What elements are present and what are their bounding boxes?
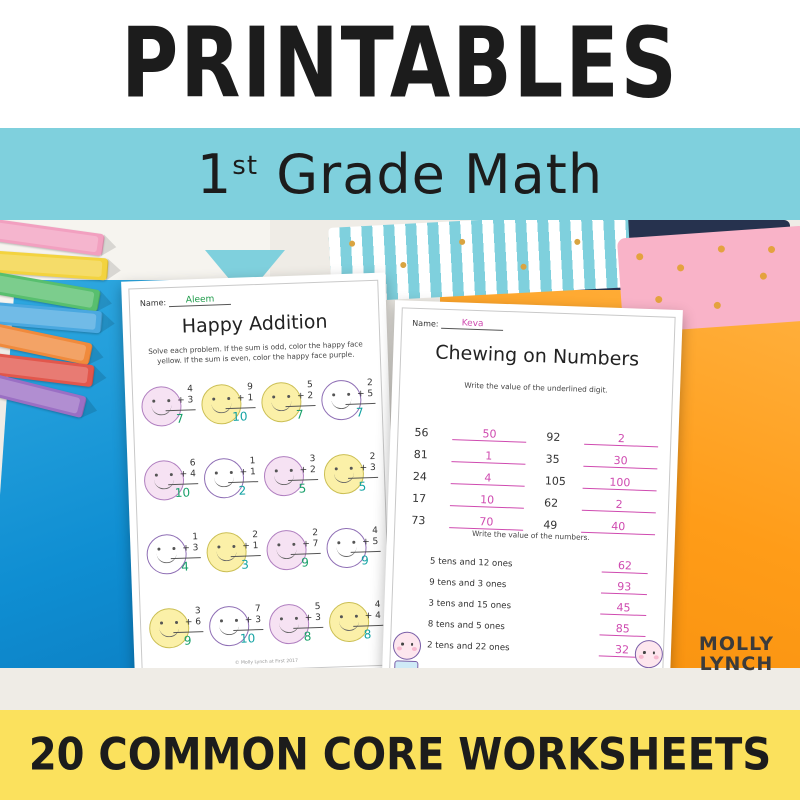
place-value-row (545, 465, 658, 491)
digit-prompt: 49 (543, 518, 558, 532)
addend-top: 3 (309, 454, 316, 465)
addend-top: 2 (312, 528, 319, 539)
addend-bottom: + 5 (356, 389, 374, 400)
addend-top: 6 (189, 458, 196, 469)
addend-top: 2 (369, 451, 376, 463)
answer-value: 8 (363, 627, 372, 642)
addend-bottom: + 4 (364, 610, 382, 622)
digit-answer: 4 (451, 470, 525, 487)
answer-value: 8 (303, 629, 312, 644)
digit-answer: 2 (582, 497, 656, 514)
addition-problem (266, 601, 328, 665)
addend-top: 4 (374, 599, 381, 611)
digit-prompt: 56 (414, 425, 429, 440)
addend-bottom: + 3 (359, 462, 376, 474)
photo-bottom-edge (0, 668, 800, 710)
product-photo (0, 220, 800, 710)
place-value-row (546, 421, 659, 447)
digit-prompt: 73 (411, 513, 426, 528)
answer-value: 2 (238, 483, 247, 498)
answer-value: 7 (175, 411, 184, 426)
digit-answer: 100 (583, 475, 657, 492)
digit-answer: 30 (583, 453, 657, 470)
addition-problem (204, 529, 266, 593)
digit-answer: 50 (452, 426, 526, 443)
footer-text: 20 COMMON CORE WORKSHEETS (28, 729, 772, 781)
answer-value: 10 (239, 631, 256, 646)
worksheet-b-title: Chewing on Numbers (434, 341, 640, 371)
digit-prompt: 105 (544, 474, 567, 489)
addition-problem (259, 379, 321, 443)
place-value-right-column (543, 421, 659, 535)
addition-problem (146, 605, 208, 669)
addend-bottom: + 3 (304, 612, 322, 624)
place-value-row (414, 417, 527, 443)
worksheet-chewing-on-numbers[interactable] (381, 300, 683, 710)
answer-value: 10 (174, 485, 191, 500)
worksheet-a-title: Happy Addition (181, 310, 328, 338)
addend-bottom: + 2 (299, 465, 316, 476)
addend-bottom: + 1 (242, 541, 259, 552)
brand-logo (699, 634, 774, 674)
digit-answer: 2 (584, 431, 658, 448)
digit-answer: 1 (451, 448, 525, 465)
place-value-row (412, 483, 525, 509)
answer-value: 9 (360, 553, 370, 568)
answer-value: 5 (298, 481, 307, 496)
word-form-answer: 45 (600, 600, 646, 616)
word-form-prompt: 3 tens and 15 ones (428, 598, 512, 612)
word-form-prompt: 8 tens and 5 ones (427, 619, 505, 633)
digit-prompt: 81 (413, 447, 428, 462)
addend-top: 5 (306, 380, 313, 391)
addition-problem-grid (139, 377, 389, 669)
addend-top: 7 (254, 604, 261, 615)
answer-value: 5 (358, 479, 367, 494)
answer-value: 7 (355, 405, 364, 420)
word-form-answer: 93 (601, 579, 647, 595)
subtitle-band (0, 128, 800, 220)
addend-bottom: + 5 (362, 536, 379, 548)
name-label: Name: (139, 298, 167, 309)
digit-prompt: 92 (546, 430, 561, 444)
answer-value: 10 (232, 409, 248, 424)
addend-top: 2 (366, 378, 373, 389)
place-value-row (545, 443, 658, 469)
place-value-row (413, 461, 526, 487)
title-band (0, 0, 800, 128)
place-value-columns (411, 417, 659, 535)
worksheet-a-copyright: © Molly Lynch at First 2017 (234, 658, 299, 666)
addition-problem (199, 381, 261, 445)
addition-problem (264, 527, 326, 591)
addend-top: 9 (246, 382, 254, 393)
digit-answer: 40 (581, 519, 655, 536)
word-form-list (427, 545, 649, 658)
addend-top: 1 (249, 456, 256, 467)
answer-value: 9 (300, 555, 310, 570)
addition-problem (139, 383, 201, 447)
digit-answer: 70 (449, 514, 523, 531)
addend-top: 5 (314, 601, 321, 613)
addition-problem (141, 457, 203, 521)
digit-prompt: 17 (411, 491, 427, 506)
digit-answer: 10 (450, 492, 524, 509)
footer-band (0, 710, 800, 800)
addend-bottom: + 1 (239, 467, 257, 478)
addend-bottom: + 4 (179, 469, 197, 480)
digit-prompt: 24 (412, 469, 428, 484)
addition-problem (206, 603, 268, 667)
answer-value: 3 (240, 557, 250, 572)
addition-problem (144, 531, 206, 595)
addend-top: 2 (252, 530, 259, 541)
addend-bottom: + 6 (184, 617, 202, 628)
addend-bottom: + 3 (176, 395, 194, 406)
word-form-prompt: 2 tens and 22 ones (426, 640, 510, 654)
addition-problem (319, 377, 381, 441)
name-label: Name: (412, 318, 439, 329)
addend-bottom: + 2 (296, 391, 314, 402)
place-value-row (544, 487, 657, 513)
name-value: Aleem (169, 294, 231, 307)
digit-prompt: 35 (545, 452, 560, 466)
place-value-row (413, 439, 526, 465)
word-form-prompt: 5 tens and 12 ones (429, 556, 513, 570)
addend-bottom: + 3 (244, 615, 262, 626)
addition-problem (321, 451, 383, 515)
addend-bottom: + 1 (236, 393, 254, 404)
worksheet-b-directions-1: Write the value of the underlined digit. (464, 380, 609, 395)
subtitle-number: 1 (196, 142, 233, 206)
name-value: Keva (441, 318, 503, 331)
addend-top: 1 (192, 532, 199, 543)
worksheet-a-directions: Solve each problem. If the sum is odd, color the happy face yellow. If the sum is even, color the happy face purple. (148, 339, 363, 366)
page-subtitle (197, 143, 603, 206)
page-title: PRINTABLES (121, 7, 679, 121)
word-form-prompt: 9 tens and 3 ones (429, 577, 507, 591)
addition-problem (324, 525, 386, 589)
addend-top: 4 (186, 384, 194, 395)
answer-value: 9 (183, 633, 192, 648)
word-form-answer: 32 (599, 642, 645, 658)
worksheet-b-directions-2: Write the value of the numbers. (471, 528, 590, 543)
word-form-answer: 62 (602, 558, 648, 574)
addend-top: 3 (194, 606, 201, 617)
brand-line-1: MOLLY (698, 633, 774, 655)
digit-prompt: 62 (543, 496, 559, 510)
addend-bottom: + 7 (302, 539, 319, 550)
addition-problem (326, 599, 388, 663)
brand-line-2: LYNCH (699, 653, 774, 675)
addend-bottom: + 3 (182, 543, 199, 554)
worksheet-happy-addition[interactable] (121, 273, 399, 682)
addend-top: 4 (372, 525, 379, 537)
addition-problem (261, 453, 323, 517)
answer-value: 4 (181, 559, 190, 574)
answer-value: 7 (295, 407, 304, 422)
addition-problem (201, 455, 263, 519)
subtitle-rest: Grade Math (258, 142, 604, 206)
word-form-answer: 85 (599, 621, 645, 637)
subtitle-ordinal: st (232, 150, 259, 181)
place-value-left-column (411, 417, 527, 531)
